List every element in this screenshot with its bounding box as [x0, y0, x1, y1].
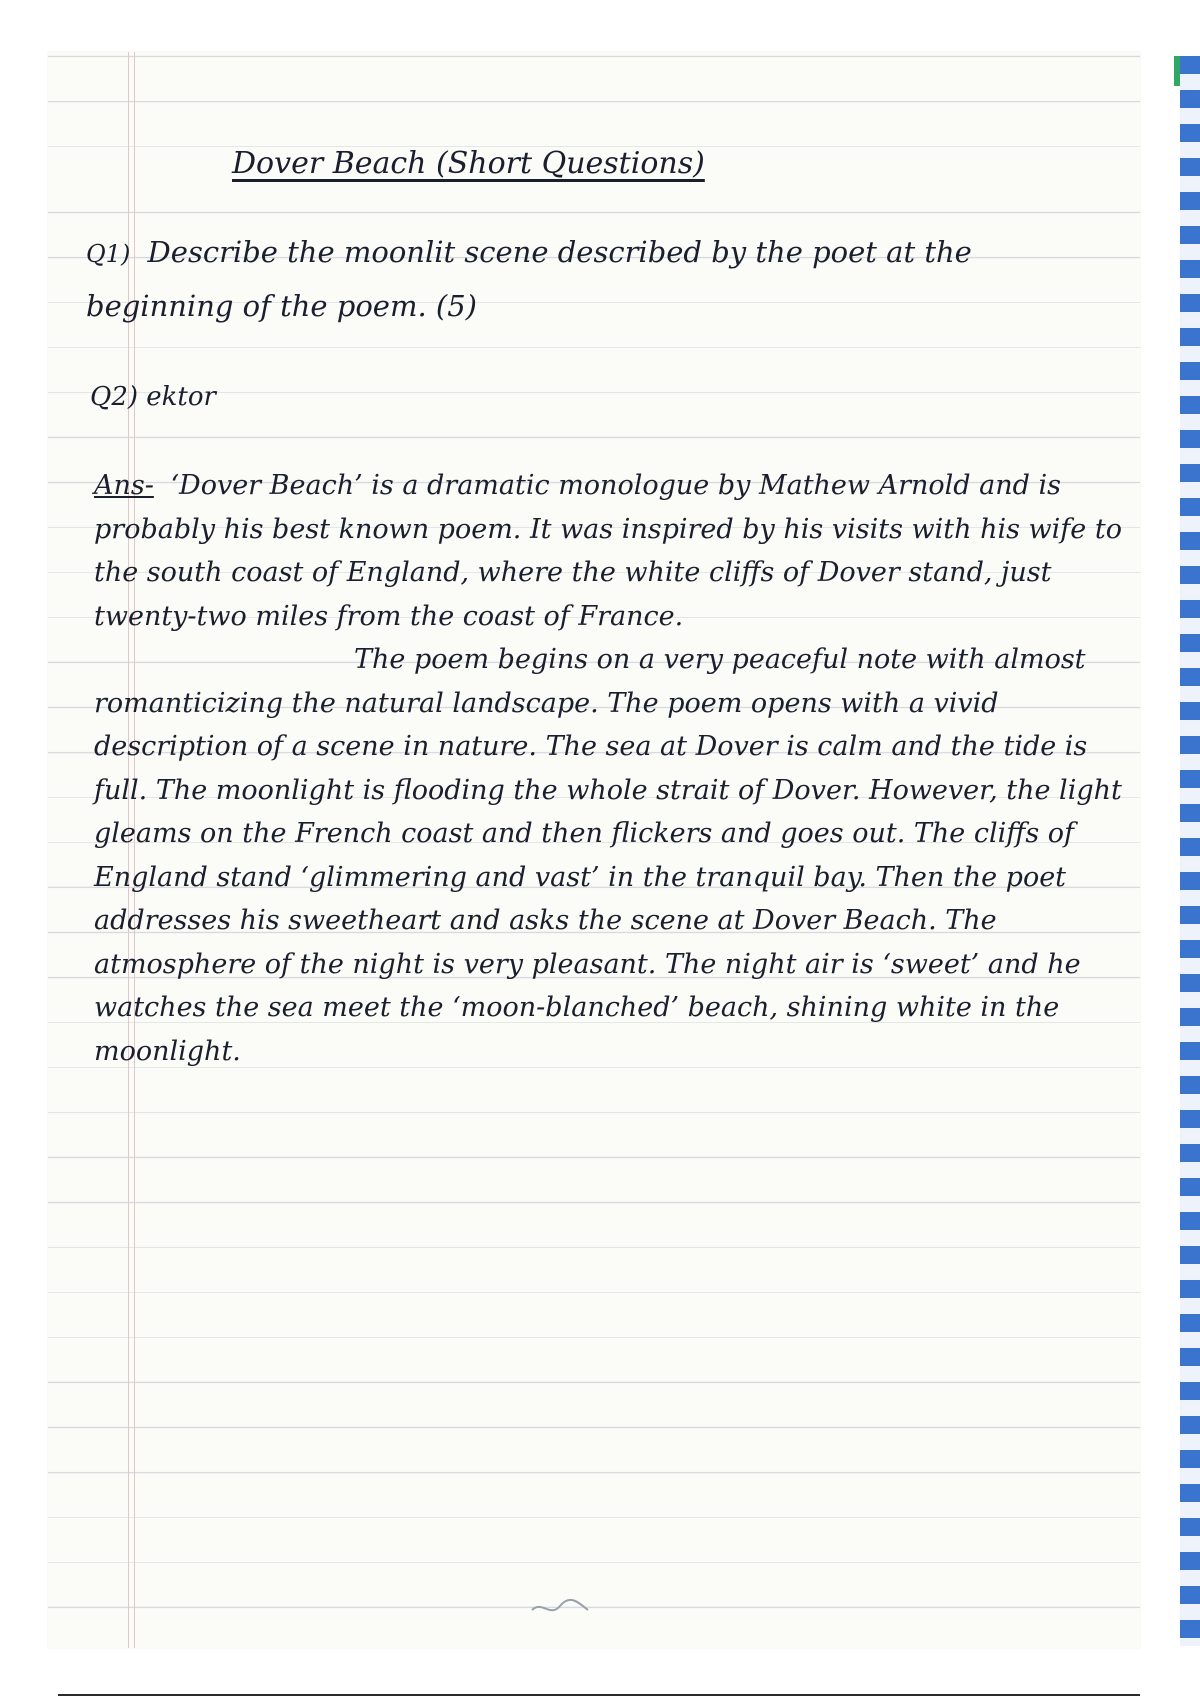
- answer-paragraph-1: [94, 464, 1138, 638]
- answer-paragraph-text: ‘Dover Beach’ is a dramatic monologue by Mathew Arnold and is probably his best known poem. It was inspired by his visits with his wife to the south coast of England, where the white cliffs of Dover stand, just twenty-two miles from the coast of France.: [94, 470, 1122, 632]
- answer-paragraph-2: [94, 638, 1138, 1073]
- question-text: Describe the moonlit scene described by the poet at the beginning of the poem. (5): [86, 235, 972, 323]
- answer-label: Ans-: [94, 470, 154, 501]
- scribble-note: Q2) ektor: [90, 382, 216, 412]
- striped-page-edge: [1180, 56, 1200, 1646]
- question-block: [86, 226, 1106, 332]
- page-title: Dover Beach (Short Questions): [232, 146, 705, 181]
- bottom-rule: [58, 1694, 1140, 1696]
- answer-paragraph-text: The poem begins on a very peaceful note with almost romanticizing the natural landscape. The poem opens with a vivid description of a scene in nature. The sea at Dover is calm and the tide is full. The moonlight is flooding the whole strait of Dover. However, the light gleams on the French coast and then flickers and goes out. The cliffs of England stand ‘glimmering and vast’ in the tranquil bay. Then the poet addresses his sweetheart and asks the scene at Dover Beach. The atmosphere of the night is very pleasant. The night air is ‘sweet’ and he watches the sea meet the ‘moon-blanched’ beach, shining white in the moonlight.: [94, 644, 1122, 1067]
- question-label: Q1): [86, 240, 131, 268]
- end-mark-squiggle: [530, 1592, 590, 1622]
- answer-block: [94, 464, 1138, 1073]
